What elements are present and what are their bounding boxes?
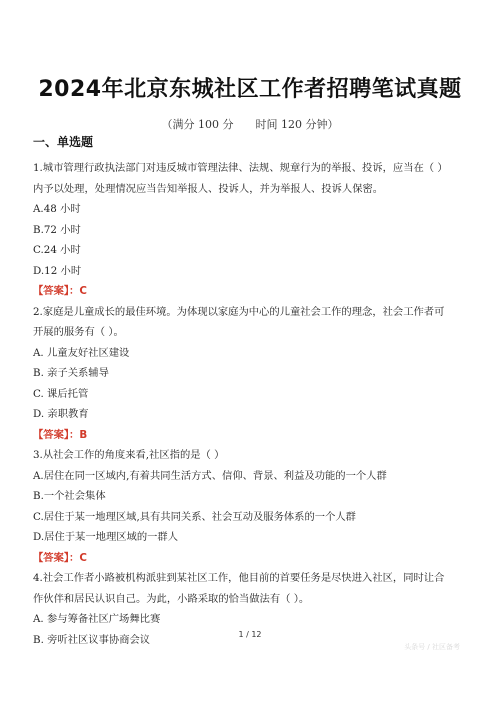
option-d: D.居住于某一地理区域的一群人 bbox=[33, 531, 179, 543]
question-text-line: 开展的服务有（ ）。 bbox=[33, 326, 124, 338]
option-c: C. 课后托管 bbox=[33, 387, 89, 400]
answer-label: 【答案】： bbox=[33, 428, 80, 441]
question-text-line: 3.从社会工作的角度来看,社区指的是（ ） bbox=[33, 449, 225, 461]
question-text-line: 内予以处理，处理情况应当告知举报人、投诉人，并为举报人、投诉人保密。 bbox=[33, 182, 384, 195]
answer-row bbox=[33, 548, 473, 569]
section-heading: 一、单选题 bbox=[33, 135, 94, 149]
option-c: C.居住于某一地理区域,具有共同关系、社会互动及服务体系的一个人群 bbox=[33, 510, 356, 523]
question-list bbox=[33, 158, 473, 650]
option-a: A.48 小时 bbox=[33, 203, 81, 215]
option-b: B. 亲子关系辅导 bbox=[33, 367, 109, 379]
option-d: D. 亲职教育 bbox=[33, 408, 89, 420]
answer-value: B bbox=[79, 428, 88, 441]
question-text-line: 4.社会工作者小路被机构派驻到某社区工作，他目前的首要任务是尽快进入社区，同时让合 bbox=[33, 572, 445, 584]
answer-label: 【答案】： bbox=[33, 285, 80, 297]
answer-label: 【答案】： bbox=[33, 551, 80, 564]
document-title: 2024年北京东城社区工作者招聘笔试真题 bbox=[38, 77, 462, 102]
answer-value: C bbox=[79, 551, 87, 564]
question-text-line: 2.家庭是儿童成长的最佳环境。为体现以家庭为中心的儿童社会工作的理念，社会工作者可 bbox=[33, 305, 445, 318]
option-a: A. 参与筹备社区广场舞比赛 bbox=[33, 613, 161, 625]
option-d: D.12 小时 bbox=[33, 264, 82, 277]
option-a: A. 儿童友好社区建设 bbox=[33, 346, 130, 359]
question-1 bbox=[33, 158, 473, 302]
option-c: C.24 小时 bbox=[33, 244, 81, 256]
question-3 bbox=[33, 445, 473, 568]
option-b: B. 旁听社区议事协商会议 bbox=[33, 633, 151, 646]
option-b: B.72 小时 bbox=[33, 223, 81, 236]
question-text-line: 1.城市管理行政执法部门对违反城市管理法律、法规、规章行为的举报、投诉，应当在（ ） bbox=[33, 162, 448, 174]
answer-row bbox=[33, 281, 473, 302]
page-number: 1 / 12 bbox=[238, 630, 262, 639]
answer-value: C bbox=[79, 285, 87, 297]
option-b: B.一个社会集体 bbox=[33, 490, 106, 502]
watermark: 头条号 / 社区备考 bbox=[404, 643, 460, 651]
option-a: A.居住在同一区域内,有着共同生活方式、信仰、背景、利益及功能的一个人群 bbox=[33, 469, 387, 482]
answer-row bbox=[33, 425, 473, 446]
exam-info: （满分 100 分 时间 120 分钟） bbox=[161, 118, 339, 131]
question-2 bbox=[33, 302, 473, 446]
question-text-line: 作伙伴和居民认识自己。为此，小路采取的恰当做法有（ ）。 bbox=[33, 592, 310, 605]
